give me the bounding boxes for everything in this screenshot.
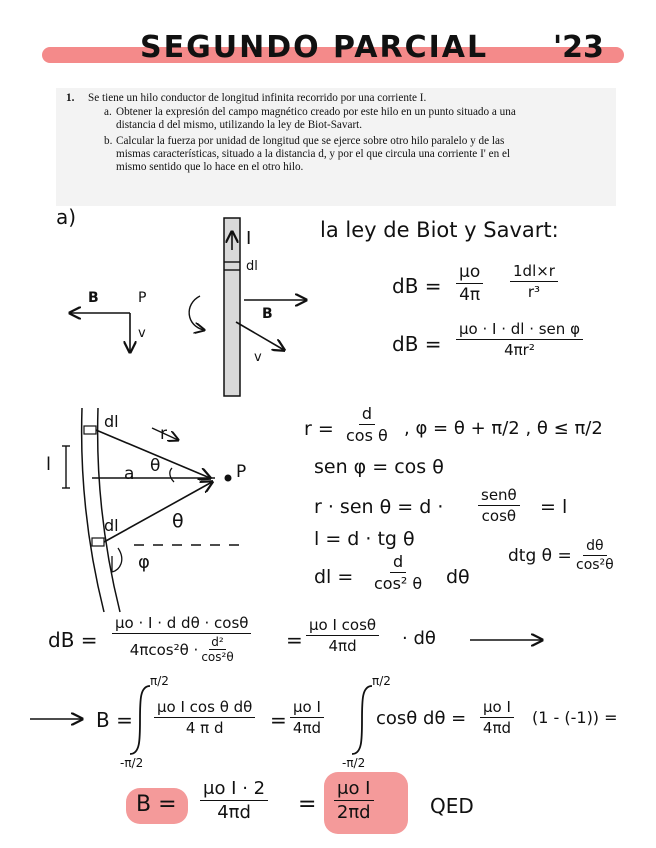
eq3-den-frac-num: d² xyxy=(211,635,224,649)
rel5-frac xyxy=(374,552,422,593)
fig2-p-label: P xyxy=(236,462,247,482)
eq4-num3: μo I xyxy=(480,698,514,718)
fig1-b-right-label: B xyxy=(262,306,273,322)
eq4-den2: 4πd xyxy=(292,719,322,737)
item-b-line3: mismo sentido que lo hace en el otro hilo. xyxy=(116,161,304,174)
rel6-den: cos²θ xyxy=(576,557,614,573)
item-a-label: a. xyxy=(104,106,112,118)
rel1-den: cos θ xyxy=(346,426,388,445)
final-den: 4πd xyxy=(217,802,251,823)
final-num2: μo I xyxy=(334,778,374,801)
eq4-upper2: π/2 xyxy=(372,674,391,688)
eq4-den3: 4πd xyxy=(482,719,512,737)
eq1-frac1 xyxy=(456,262,483,305)
rel5-rhs: dθ xyxy=(446,566,470,588)
rel1-lhs: r = xyxy=(304,418,334,440)
eq4-num: μo I cos θ dθ xyxy=(154,698,255,718)
eq4-body: cosθ dθ = xyxy=(376,708,467,729)
eq1-frac2-den: r³ xyxy=(527,283,541,301)
eq1-frac2 xyxy=(510,262,558,301)
item-a-line1: Obtener la expresión del campo magnético creado por este hilo en un punto situado a una xyxy=(116,106,516,118)
rel5-lhs: dl = xyxy=(314,566,354,588)
rel3-den: cosθ xyxy=(481,507,517,525)
final-lhs: B = xyxy=(136,792,177,817)
final-equals: = xyxy=(298,792,317,817)
eq3-den-frac-den: cos²θ xyxy=(201,650,234,664)
rotation-arrow xyxy=(189,296,204,330)
fig2-phi-label: φ xyxy=(138,552,150,573)
fig1-dl-label: dl xyxy=(246,259,258,274)
rel1-rest: , φ = θ + π/2 , θ ≤ π/2 xyxy=(404,418,603,439)
rel4: l = d · tg θ xyxy=(314,528,415,550)
r-line-bottom xyxy=(104,482,212,542)
eq1-lhs: dB = xyxy=(392,274,442,298)
eq3-frac2 xyxy=(306,616,379,655)
fig1-b-left-label: B xyxy=(88,290,99,306)
eq3-den2: 4πd xyxy=(328,637,357,655)
rel5-num: d xyxy=(390,552,406,573)
eq2-frac xyxy=(456,320,583,359)
problem-number: 1. xyxy=(66,92,75,104)
theta-arc xyxy=(170,468,174,482)
part-label: a) xyxy=(56,205,77,229)
item-a-line2: distancia d del mismo, utilizando la ley de Biot-Savart. xyxy=(116,119,363,132)
item-b-label: b. xyxy=(104,135,113,147)
final-den2: 2πd xyxy=(336,802,371,823)
eq2-den: 4πr² xyxy=(504,341,535,359)
eq1-frac1-den: 4π xyxy=(459,285,481,305)
fig2-dl-top: dl xyxy=(104,412,119,431)
eq4-den: 4 π d xyxy=(185,719,224,737)
dl-box-top xyxy=(84,426,96,434)
point-p xyxy=(225,475,232,482)
v-arrow xyxy=(236,322,284,350)
exam-year: '23 xyxy=(553,30,604,65)
fig1-current-label: I xyxy=(246,228,252,249)
rel6-num: dθ xyxy=(583,538,606,556)
fig1-v-label: v xyxy=(138,326,146,341)
eq3-lhs: dB = xyxy=(48,628,98,652)
eq3-den-a: 4πcos²θ · xyxy=(129,640,199,659)
eq4-lhs: B = xyxy=(96,708,133,732)
eq4-lower: -π/2 xyxy=(120,756,144,770)
fig2-r-label: r xyxy=(160,424,167,444)
eq3-frac xyxy=(112,614,251,664)
eq4-lower2: -π/2 xyxy=(342,756,366,770)
eq4-equals: = xyxy=(270,708,287,732)
eq4-upper: π/2 xyxy=(150,674,169,688)
item-b-line2: mismas características, situado a la distancia d, y por el que circula una corriente I' en el xyxy=(116,148,511,161)
fig2-dl-bottom: dl xyxy=(104,516,119,535)
rel3-rhs: = l xyxy=(540,496,568,518)
rel5-den: cos² θ xyxy=(374,574,423,593)
integral-sign-2 xyxy=(352,686,372,754)
eq4-frac3 xyxy=(480,698,514,737)
rel2: sen φ = cos θ xyxy=(314,456,444,478)
fig2-l-label: l xyxy=(46,454,52,475)
eq3-equals: = xyxy=(286,628,303,652)
dl-box-bottom xyxy=(92,538,104,546)
problem-stem: Se tiene un hilo conductor de longitud infinita recorrido por una corriente I. xyxy=(88,92,427,104)
rel3-frac xyxy=(478,486,520,525)
rel1-frac xyxy=(346,404,388,445)
eq4-frac2 xyxy=(290,698,324,737)
rel6-frac xyxy=(576,538,614,573)
qed-label: QED xyxy=(430,794,474,818)
fig2-theta-label: θ xyxy=(150,456,161,476)
phi-arc xyxy=(112,548,122,572)
eq3-den xyxy=(130,634,234,664)
final-num: μo I · 2 xyxy=(200,778,268,801)
rel3-num: senθ xyxy=(478,486,520,506)
integral-sign-1 xyxy=(130,686,150,754)
item-b-line1: Calcular la fuerza por unidad de longitud que se ejerce sobre otro hilo paralelo y de las xyxy=(116,135,505,147)
eq3-num: μo · I · d dθ · cosθ xyxy=(112,614,251,634)
eq3-den-frac xyxy=(201,635,233,664)
final-frac2 xyxy=(334,778,374,823)
eq1-frac2-num: 1dl×r xyxy=(510,262,558,282)
eq1-frac1-num: μo xyxy=(456,262,483,284)
eq2-lhs: dB = xyxy=(392,332,442,356)
eq4-num2: μo I xyxy=(290,698,324,718)
fig1-v2-label: v xyxy=(254,350,262,365)
fig1-p-label: P xyxy=(138,290,147,306)
eq4-frac xyxy=(154,698,255,737)
final-frac xyxy=(200,778,268,823)
eq2-num: μo · I · dl · sen φ xyxy=(456,320,583,340)
fig2-a-label: a xyxy=(124,464,135,484)
fig2-theta2-label: θ xyxy=(172,510,184,532)
rel1-num: d xyxy=(359,404,375,425)
rel3-lhs: r · sen θ = d · xyxy=(314,496,444,518)
eq3-rhs: · dθ xyxy=(402,628,436,649)
eq4-tail: (1 - (-1)) = xyxy=(532,708,618,727)
page-title: SEGUNDO PARCIAL xyxy=(140,30,489,65)
rel6-lhs: dtg θ = xyxy=(508,546,572,566)
law-title: la ley de Biot y Savart: xyxy=(320,218,559,242)
wire-left-edge xyxy=(82,408,104,612)
eq3-num2: μo I cosθ xyxy=(306,616,379,636)
